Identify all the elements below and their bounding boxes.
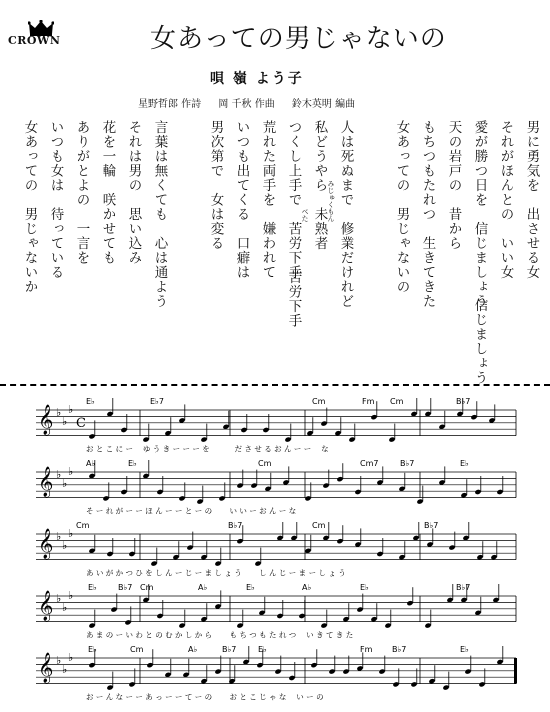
chord-symbol: Cm — [390, 397, 404, 406]
chord-symbol: B♭7 — [400, 459, 415, 468]
chord-symbol: A♭ — [86, 459, 96, 468]
chord-symbol: B♭7 — [228, 521, 243, 530]
chord-symbol: A♭ — [198, 583, 208, 592]
chord-symbol: Cm — [258, 459, 272, 468]
sheet-music — [0, 392, 550, 712]
lyric-line: 愛が勝つ日を 信じましょう — [471, 120, 488, 309]
lyric-line: いつも出てくる 口癖は — [233, 120, 250, 280]
flat-icon: ♭ — [62, 477, 68, 490]
lyric-line: 私どうやら 未熟者 — [311, 120, 328, 251]
lyric-line: 男に勇気を 出させる女 — [523, 120, 540, 280]
flat-icon: ♭ — [56, 406, 62, 419]
lyric-line: いつも女は 待っている — [47, 120, 64, 280]
flat-icon: ♭ — [68, 465, 74, 478]
chord-symbol: Fm — [362, 397, 375, 406]
flat-icon: ♭ — [68, 403, 74, 416]
time-signature: C — [76, 416, 86, 431]
score-lyric: お ー ん な ー ー あ っ ー ー て ー の お と こ じ ゃ な い ー の — [86, 692, 324, 702]
chord-symbol: E♭ — [128, 459, 137, 468]
final-barline — [514, 658, 517, 684]
treble-clef-icon: 𝄞 — [38, 653, 54, 683]
flat-icon: ♭ — [62, 601, 68, 614]
lyrics-block — [20, 120, 540, 385]
chord-symbol: B♭7 — [456, 583, 471, 592]
singer-credit: 唄 嶺 よう子 — [210, 71, 304, 87]
chord-symbol: E♭ — [88, 645, 97, 654]
flat-icon: ♭ — [56, 592, 62, 605]
chord-symbol: E♭ — [360, 583, 369, 592]
lyric-line: 男次第で 女は変る — [207, 120, 224, 251]
chord-symbol: Cm — [130, 645, 144, 654]
score-lyric: お と こ に ー ゆ う き ー ー ー を だ さ せ る お ん ー ー な — [86, 444, 329, 454]
flat-icon: ♭ — [56, 468, 62, 481]
lyric-line: 荒れた両手を 嫌われて — [259, 120, 276, 280]
chord-symbol: Cm — [312, 521, 326, 530]
composer-credit: 岡 千秋 作曲 — [218, 99, 275, 110]
chord-symbol: B♭7 — [118, 583, 133, 592]
chord-symbol: Cm — [76, 521, 90, 530]
lyric-line: もちつもたれつ 生きてきた — [419, 120, 436, 309]
chord-symbol: E♭ — [86, 397, 95, 406]
chord-symbol: E♭ — [246, 583, 255, 592]
arranger-credit: 鈴木英明 編曲 — [291, 99, 356, 110]
chord-symbol: E♭ — [258, 645, 267, 654]
chord-symbol: B♭7 — [222, 645, 237, 654]
ruby-text: べた — [301, 208, 309, 222]
divider — [0, 384, 550, 386]
lyric-line: 言葉は無くても 心は通よう — [151, 120, 168, 309]
lyric-line: 女あっての 男じゃないか — [21, 120, 38, 294]
lyric-line: つくし上手で 苦労下手 — [285, 120, 302, 280]
credits-line — [138, 95, 369, 110]
lyric-line: 人は死ぬまで 修業だけれど — [337, 120, 354, 309]
flat-icon: ♭ — [68, 651, 74, 664]
flat-icon: ♭ — [56, 654, 62, 667]
chord-symbol: Fm — [360, 645, 373, 654]
chord-symbol: Cm — [140, 583, 154, 592]
lyricist-credit: 星野哲郎 作詩 — [138, 99, 202, 110]
chord-symbol: E♭ — [88, 583, 97, 592]
treble-clef-icon: 𝄞 — [38, 591, 54, 621]
crown-logo — [8, 20, 74, 52]
chord-symbol: A♭ — [188, 645, 198, 654]
flat-icon: ♭ — [62, 663, 68, 676]
lyric-line: 天の岩戸の 昔から — [445, 120, 462, 251]
chord-symbol: B♭7 — [392, 645, 407, 654]
chord-symbol: E♭7 — [150, 397, 164, 406]
flat-icon: ♭ — [68, 527, 74, 540]
chord-symbol: Cm7 — [360, 459, 379, 468]
flat-icon: ♭ — [56, 530, 62, 543]
lyric-line: 女あっての 男じゃないの — [393, 120, 410, 294]
logo-wordmark: CROWN — [8, 34, 61, 47]
ruby-text: みじゅくもん — [327, 180, 335, 222]
flat-icon: ♭ — [62, 539, 68, 552]
treble-clef-icon: 𝄞 — [38, 529, 54, 559]
lyric-line: それは男の 思い込み — [125, 120, 142, 265]
score-lyric: そ ー れ が ー ー ほ ん ー ー と ー の い い ー お ん ー な — [86, 506, 297, 516]
chord-symbol: Cm — [312, 397, 326, 406]
treble-clef-icon: 𝄞 — [38, 405, 54, 435]
treble-clef-icon: 𝄞 — [38, 467, 54, 497]
score-lyric: あ い が か つ ひ を し ん ー じ ー ま し ょ う し ん じ ー ま ー し ょ う — [86, 568, 346, 578]
score-lyric: あ ま の ー い わ と の む か し か ら も ち つ も た れ つ い き て き た — [86, 630, 354, 640]
lyric-line: ありがとよの 一言を — [73, 120, 90, 265]
flat-icon: ♭ — [62, 415, 68, 428]
lyric-refrain: 信じましょう — [471, 298, 488, 385]
lyric-line: 花を一輪 咲かせても — [99, 120, 116, 265]
lyric-line: それがほんとの いい女 — [497, 120, 514, 280]
flat-icon: ♭ — [68, 589, 74, 602]
chord-symbol: B♭7 — [456, 397, 471, 406]
chord-symbol: E♭ — [460, 645, 469, 654]
lyric-refrain: 苦労下手 — [285, 270, 302, 328]
song-title: 女あっての男じゃないの — [150, 24, 447, 54]
chord-symbol: B♭7 — [424, 521, 439, 530]
chord-symbol: E♭ — [460, 459, 469, 468]
chord-symbol: A♭ — [302, 583, 312, 592]
